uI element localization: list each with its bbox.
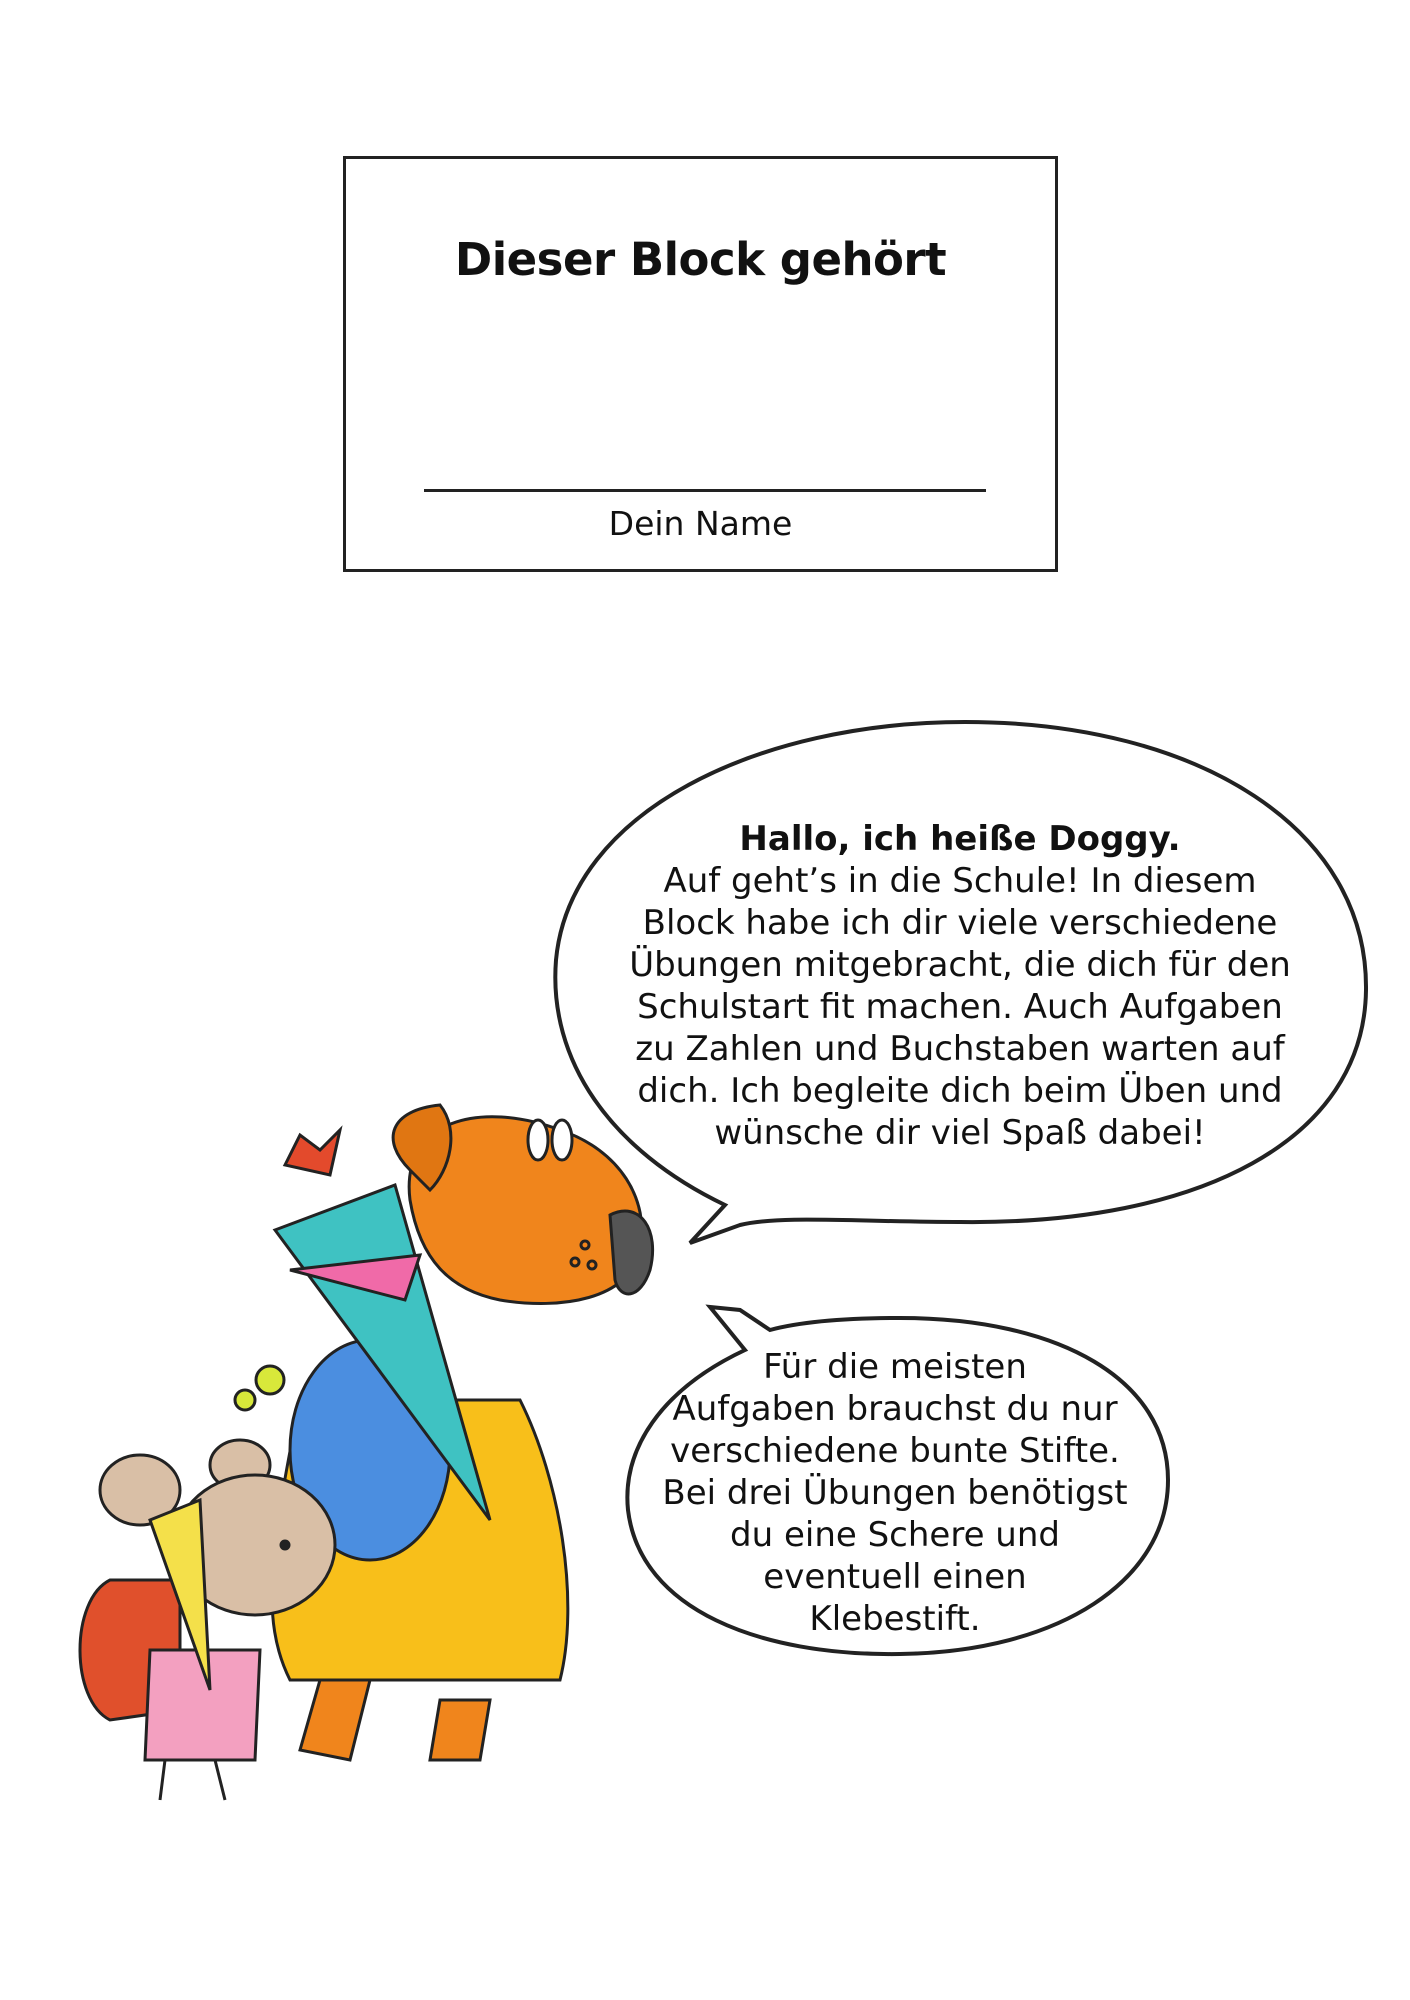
bubble-line: Übungen mitgebracht, die dich für den	[629, 945, 1291, 985]
bubble-line: verschiedene bunte Stifte.	[670, 1431, 1120, 1471]
bubble-line: Bei drei Übungen benötigst	[662, 1473, 1128, 1513]
bubble-line: Aufgaben brauchst du nur	[672, 1389, 1118, 1429]
bubble-line: eventuell einen	[763, 1557, 1027, 1597]
bubble-line: Für die meisten	[763, 1347, 1027, 1387]
bubble-line: Klebestift.	[809, 1599, 981, 1639]
bubble-heading: Hallo, ich heiße Doggy.	[739, 819, 1181, 859]
bubble-line: Block habe ich dir viele verschiedene	[642, 903, 1278, 943]
bubble-line: Auf geht’s in die Schule! In diesem	[663, 861, 1257, 901]
bubble-line: du eine Schere und	[730, 1515, 1060, 1555]
bubble-line: zu Zahlen und Buchstaben warten auf	[635, 1029, 1285, 1069]
bubble-line: Schulstart fit machen. Auch Aufgaben	[637, 987, 1283, 1027]
bubble-line: wünsche dir viel Spaß dabei!	[714, 1113, 1206, 1153]
name-label: Dein Name	[608, 504, 793, 543]
speech-bubble-materials-text	[640, 1346, 1150, 1640]
bubble-line: dich. Ich begleite dich beim Üben und	[637, 1071, 1283, 1111]
speech-bubble-doggy-text	[560, 818, 1360, 1154]
name-box-title: Dieser Block gehört	[454, 233, 947, 286]
